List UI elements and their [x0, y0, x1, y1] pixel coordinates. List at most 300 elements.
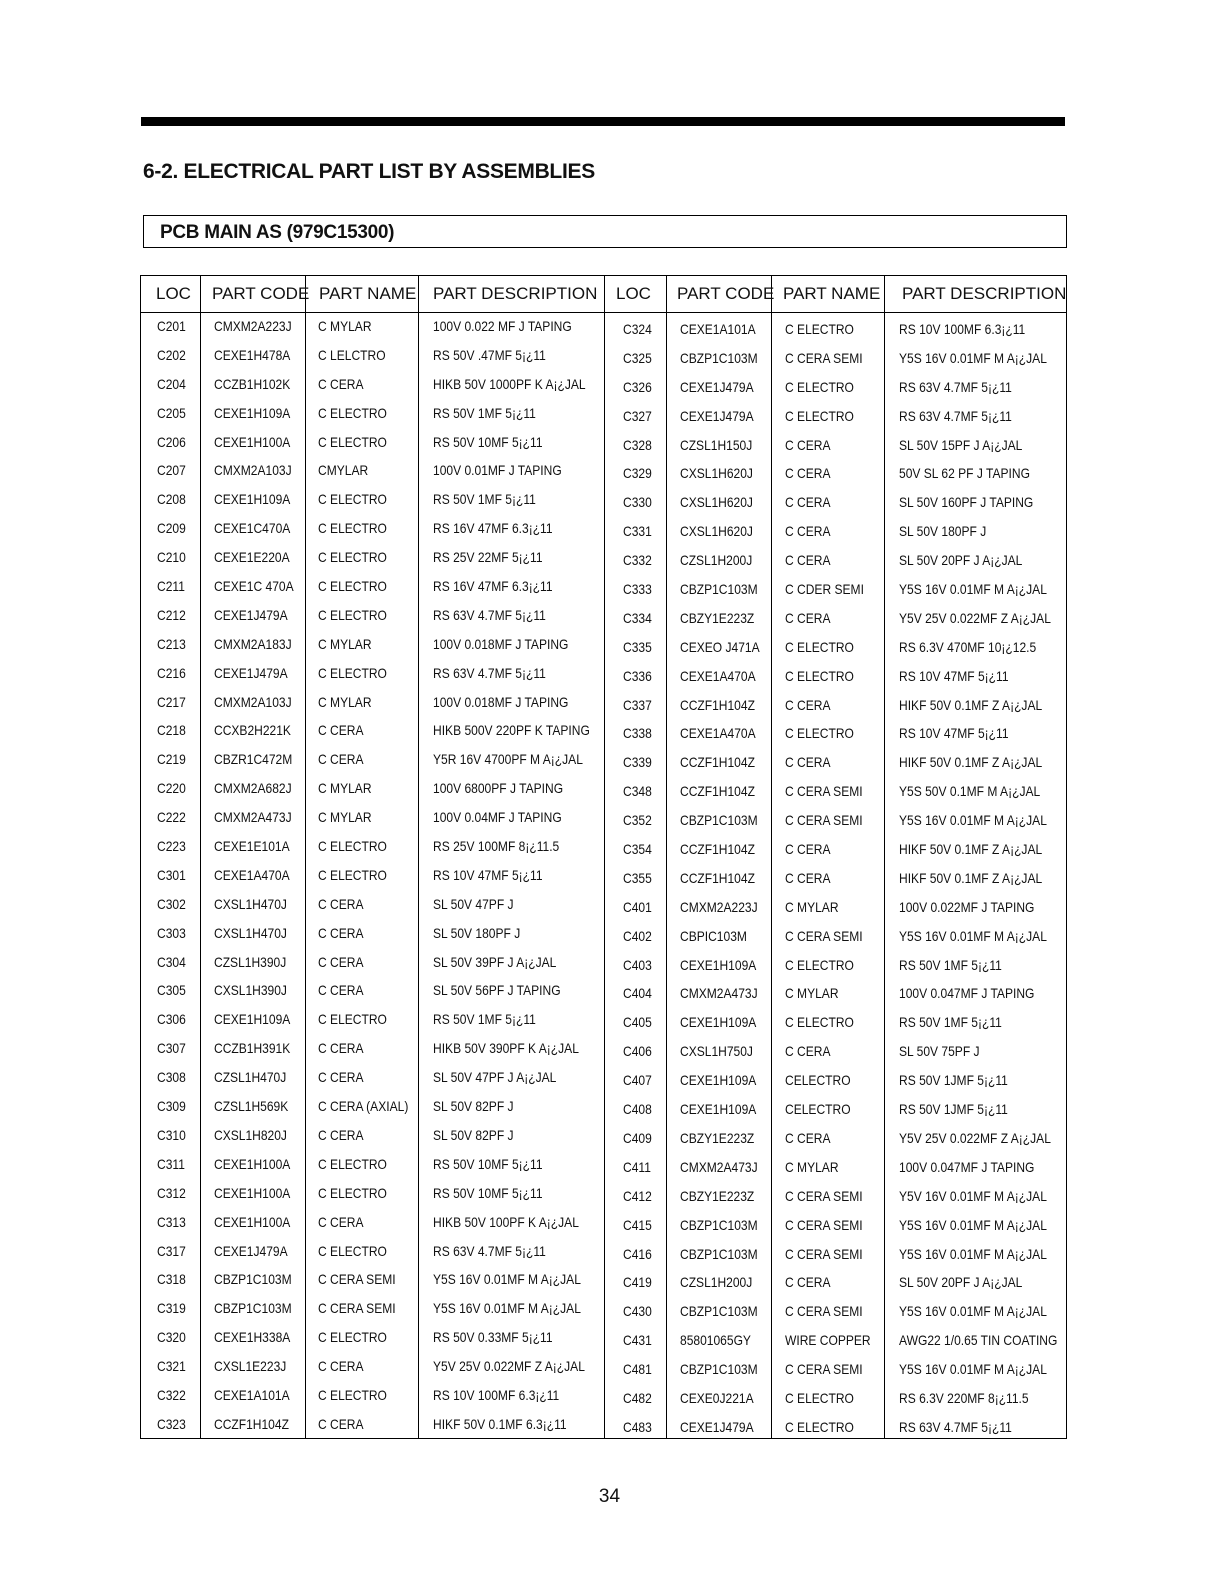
header-part-name: PART NAME [319, 284, 417, 303]
cell-loc: C312 [157, 1184, 186, 1201]
cell-part-code: CBZP1C103M [680, 1361, 758, 1378]
cell-part-description: SL 50V 56PF J TAPING [433, 982, 561, 999]
cell-loc: C311 [157, 1155, 185, 1172]
cell-part-name: C ELECTRO [785, 1014, 854, 1031]
cell-part-code: CBZP1C103M [214, 1300, 292, 1317]
header-part-code: PART CODE [212, 284, 310, 303]
table-row [141, 485, 604, 514]
table-row [141, 659, 604, 688]
cell-part-description: RS 50V 10MF 5¡¿11 [433, 1184, 543, 1201]
cell-loc: C207 [157, 462, 186, 479]
cell-part-code: CXSL1H390J [214, 982, 287, 999]
cell-part-code: CEXE1E101A [214, 838, 290, 855]
cell-part-code: CMXM2A103J [214, 462, 292, 479]
table-row [141, 312, 604, 341]
assembly-header [143, 215, 1067, 248]
cell-loc: C337 [623, 696, 652, 713]
cell-part-name: C CERA SEMI [318, 1271, 396, 1288]
cell-part-code: CEXE0J221A [680, 1389, 754, 1406]
cell-part-name: C ELECTRO [318, 1011, 387, 1028]
cell-part-name: C CERA [785, 523, 831, 540]
cell-part-code: CEXE1J479A [214, 664, 288, 681]
cell-part-code: CXSL1H620J [680, 523, 753, 540]
cell-part-code: CEXE1H109A [214, 491, 291, 508]
cell-loc: C431 [623, 1332, 652, 1349]
cell-part-description: 100V 0.01MF J TAPING [433, 462, 562, 479]
cell-part-description: Y5V 25V 0.022MF Z A¡¿JAL [433, 1358, 585, 1375]
cell-part-name: C ELECTRO [318, 606, 387, 623]
table-row [605, 488, 1067, 517]
header-part-description: PART DESCRIPTION [433, 284, 598, 303]
cell-loc: C336 [623, 667, 652, 684]
cell-part-code: CCZF1H104Z [680, 696, 755, 713]
cell-loc: C348 [623, 783, 652, 800]
cell-part-description: 100V 0.018MF J TAPING [433, 635, 569, 652]
cell-part-description: RS 50V 1MF 5¡¿11 [899, 1014, 1002, 1031]
cell-loc: C218 [157, 722, 186, 739]
cell-part-name: CMYLAR [318, 462, 369, 479]
cell-part-name: CELECTRO [785, 1072, 851, 1089]
cell-loc: C307 [157, 1040, 186, 1057]
cell-loc: C325 [623, 349, 652, 366]
cell-part-name: C MYLAR [318, 693, 372, 710]
table-row [605, 1124, 1067, 1153]
cell-part-code: CZSL1H470J [214, 1069, 287, 1086]
cell-part-code: CEXE1H109A [214, 1011, 291, 1028]
cell-part-description: Y5V 25V 0.022MF Z A¡¿JAL [899, 609, 1051, 626]
cell-part-code: CCZF1H104Z [214, 1415, 289, 1432]
cell-part-code: CEXE1H338A [214, 1329, 291, 1346]
cell-part-code: CEXE1H109A [680, 1072, 757, 1089]
cell-part-description: SL 50V 20PF J A¡¿JAL [899, 552, 1023, 569]
cell-part-name: C CERA SEMI [785, 812, 863, 829]
cell-part-code: CCZF1H104Z [680, 783, 755, 800]
cell-part-name: C CERA [318, 895, 364, 912]
cell-part-name: C ELECTRO [785, 1389, 854, 1406]
cell-part-description: Y5S 16V 0.01MF M A¡¿JAL [433, 1300, 581, 1317]
cell-part-name: C CERA [318, 1213, 364, 1230]
cell-part-description: HIKB 50V 100PF K A¡¿JAL [433, 1213, 579, 1230]
cell-part-code: CBZP1C103M [214, 1271, 292, 1288]
table-row [141, 1323, 604, 1352]
table-row [605, 1153, 1067, 1182]
cell-part-code: CEXE1H100A [214, 1184, 291, 1201]
cell-part-description: RS 10V 47MF 5¡¿11 [899, 725, 1009, 742]
cell-loc: C301 [157, 866, 186, 883]
cell-part-code: CEXE1J479A [680, 1418, 754, 1435]
table-row [141, 428, 604, 457]
cell-part-description: SL 50V 160PF J TAPING [899, 494, 1034, 511]
cell-loc: C205 [157, 404, 186, 421]
cell-part-code: CBZY1E223Z [680, 1187, 755, 1204]
cell-part-description: HIKB 500V 220PF K TAPING [433, 722, 590, 739]
cell-part-description: RS 6.3V 220MF 8¡¿11.5 [899, 1389, 1029, 1406]
cell-part-description: SL 50V 180PF J [899, 523, 987, 540]
table-row [141, 716, 604, 745]
table-row [141, 456, 604, 485]
cell-part-name: C CERA [785, 1274, 831, 1291]
cell-part-description: Y5V 25V 0.022MF Z A¡¿JAL [899, 1129, 1051, 1146]
cell-part-code: CMXM2A682J [214, 780, 292, 797]
cell-part-name: C CERA [318, 924, 364, 941]
cell-part-name: C CERA [785, 465, 831, 482]
cell-loc: C352 [623, 812, 652, 829]
cell-part-description: RS 50V 10MF 5¡¿11 [433, 433, 543, 450]
cell-part-description: 100V 0.047MF J TAPING [899, 985, 1035, 1002]
table-header [605, 276, 1067, 313]
cell-loc: C328 [623, 436, 652, 453]
cell-part-name: C CERA [785, 1043, 831, 1060]
cell-part-description: RS 16V 47MF 6.3¡¿11 [433, 520, 553, 537]
cell-part-name: C ELECTRO [785, 321, 854, 337]
table-row [605, 893, 1067, 922]
cell-part-description: AWG22 1/0.65 TIN COATING [899, 1332, 1058, 1349]
table-row [141, 976, 604, 1005]
cell-part-code: CCZF1H104Z [680, 841, 755, 858]
table-row [141, 1121, 604, 1150]
table-row [141, 543, 604, 572]
cell-part-code: CEXE1E220A [214, 549, 290, 566]
cell-part-code: CXSL1H620J [680, 494, 753, 511]
table-row [141, 1150, 604, 1179]
table-row [605, 1211, 1067, 1240]
cell-loc: C306 [157, 1011, 186, 1028]
cell-part-name: C CERA SEMI [785, 927, 863, 944]
cell-part-code: CEXE1H100A [214, 433, 291, 450]
cell-part-description: RS 50V 1MF 5¡¿11 [899, 956, 1002, 973]
cell-part-code: CBZP1C103M [680, 1303, 758, 1320]
cell-loc: C419 [623, 1274, 652, 1291]
header-loc: LOC [156, 284, 191, 303]
cell-part-description: HIKF 50V 0.1MF Z A¡¿JAL [899, 869, 1043, 886]
table-row [141, 370, 604, 399]
cell-loc: C354 [623, 841, 652, 858]
cell-loc: C310 [157, 1126, 186, 1143]
cell-loc: C223 [157, 838, 186, 855]
cell-part-description: SL 50V 15PF J A¡¿JAL [899, 436, 1023, 453]
cell-part-name: WIRE COPPER [785, 1332, 871, 1349]
cell-loc: C332 [623, 552, 652, 569]
cell-part-name: C MYLAR [785, 1158, 839, 1175]
cell-part-name: C CERA [318, 982, 364, 999]
cell-part-description: SL 50V 47PF J A¡¿JAL [433, 1069, 557, 1086]
cell-part-code: CBZP1C103M [680, 581, 758, 598]
cell-part-description: Y5V 16V 0.01MF M A¡¿JAL [899, 1187, 1047, 1204]
cell-part-code: CBZR1C472M [214, 751, 293, 768]
parts-table-right [604, 276, 1067, 1438]
cell-part-description: RS 63V 4.7MF 5¡¿11 [899, 407, 1012, 424]
cell-part-description: 100V 6800PF J TAPING [433, 780, 564, 797]
cell-part-name: C ELECTRO [785, 956, 854, 973]
cell-part-name: C MYLAR [318, 780, 372, 797]
cell-part-name: C ELECTRO [318, 549, 387, 566]
cell-loc: C335 [623, 638, 652, 655]
cell-loc: C338 [623, 725, 652, 742]
cell-part-code: CMXM2A103J [214, 693, 292, 710]
cell-loc: C412 [623, 1187, 652, 1204]
cell-part-description: 100V 0.018MF J TAPING [433, 693, 569, 710]
cell-part-name: CELECTRO [785, 1101, 851, 1118]
table-row [141, 774, 604, 803]
cell-part-code: CEXE1H109A [680, 1101, 757, 1118]
cell-part-code: CEXE1A470A [214, 866, 290, 883]
table-row [605, 1297, 1067, 1326]
table-row [141, 1381, 604, 1410]
cell-part-code: CBZP1C103M [680, 1216, 758, 1233]
cell-loc: C482 [623, 1389, 652, 1406]
cell-loc: C411 [623, 1158, 651, 1175]
cell-part-code: CBZP1C103M [680, 1245, 758, 1262]
table-row [605, 1182, 1067, 1211]
cell-part-code: CMXM2A473J [214, 809, 292, 826]
cell-part-code: CZSL1H200J [680, 552, 753, 569]
cell-loc: C323 [157, 1415, 186, 1432]
cell-part-description: HIKB 50V 390PF K A¡¿JAL [433, 1040, 579, 1057]
table-row [605, 546, 1067, 575]
cell-loc: C308 [157, 1069, 186, 1086]
cell-loc: C416 [623, 1245, 652, 1262]
cell-loc: C317 [157, 1242, 186, 1259]
table-row [141, 630, 604, 659]
cell-loc: C210 [157, 549, 186, 566]
cell-part-description: RS 50V .47MF 5¡¿11 [433, 346, 546, 363]
cell-part-code: CEXE1H109A [680, 1014, 757, 1031]
table-row [141, 341, 604, 370]
cell-part-name: C CERA [318, 1069, 364, 1086]
cell-part-description: Y5S 16V 0.01MF M A¡¿JAL [899, 927, 1047, 944]
table-row [605, 604, 1067, 633]
cell-part-description: RS 10V 47MF 5¡¿11 [899, 667, 1009, 684]
cell-part-code: CXSL1H470J [214, 895, 287, 912]
cell-part-name: C CERA [318, 1358, 364, 1375]
cell-part-description: Y5S 16V 0.01MF M A¡¿JAL [899, 1216, 1047, 1233]
table-row [605, 748, 1067, 777]
cell-part-name: C ELECTRO [318, 838, 387, 855]
cell-loc: C309 [157, 1098, 186, 1115]
table-row [605, 1355, 1067, 1384]
table-row [141, 601, 604, 630]
cell-part-code: CCZB1H391K [214, 1040, 291, 1057]
cell-part-name: C ELECTRO [785, 638, 854, 655]
cell-part-code: CZSL1H390J [214, 953, 287, 970]
table-row [605, 1066, 1067, 1095]
cell-part-description: Y5S 16V 0.01MF M A¡¿JAL [899, 1303, 1047, 1320]
cell-part-code: CEXE1A101A [214, 1386, 290, 1403]
cell-part-description: RS 63V 4.7MF 5¡¿11 [899, 1418, 1012, 1435]
header-part-code: PART CODE [677, 284, 775, 303]
cell-part-description: RS 10V 100MF 6.3¡¿11 [899, 321, 1026, 337]
cell-loc: C403 [623, 956, 652, 973]
cell-part-description: RS 16V 47MF 6.3¡¿11 [433, 578, 553, 595]
cell-loc: C408 [623, 1101, 652, 1118]
cell-part-code: CCZF1H104Z [680, 754, 755, 771]
cell-part-name: C ELECTRO [785, 667, 854, 684]
cell-part-description: SL 50V 39PF J A¡¿JAL [433, 953, 557, 970]
cell-part-code: CEXE1C470A [214, 520, 291, 537]
header-part-description: PART DESCRIPTION [902, 284, 1067, 303]
table-row [141, 688, 604, 717]
table-row [605, 691, 1067, 720]
cell-loc: C327 [623, 407, 652, 424]
cell-loc: C319 [157, 1300, 186, 1317]
header-part-name: PART NAME [783, 284, 881, 303]
cell-part-code: CEXE1A470A [680, 725, 756, 742]
cell-loc: C305 [157, 982, 186, 999]
table-row [605, 835, 1067, 864]
cell-part-code: CCXB2H221K [214, 722, 291, 739]
cell-part-name: C CERA [318, 1040, 364, 1057]
cell-part-name: C ELECTRO [318, 1242, 387, 1259]
cell-part-name: C ELECTRO [318, 1155, 387, 1172]
cell-part-name: C MYLAR [318, 809, 372, 826]
cell-part-description: SL 50V 75PF J [899, 1043, 980, 1060]
cell-part-code: CMXM2A473J [680, 985, 758, 1002]
cell-part-code: CXSL1H470J [214, 924, 287, 941]
cell-part-code: CBZP1C103M [680, 812, 758, 829]
cell-loc: C401 [623, 898, 652, 915]
cell-part-code: CCZB1H102K [214, 375, 291, 392]
cell-part-description: HIKF 50V 0.1MF Z A¡¿JAL [899, 754, 1043, 771]
cell-part-code: CMXM2A473J [680, 1158, 758, 1175]
cell-part-description: RS 50V 1JMF 5¡¿11 [899, 1072, 1008, 1089]
cell-part-description: RS 50V 1MF 5¡¿11 [433, 1011, 536, 1028]
cell-part-name: C CERA [318, 751, 364, 768]
cell-part-description: HIKF 50V 0.1MF Z A¡¿JAL [899, 841, 1043, 858]
cell-part-code: CZSL1H200J [680, 1274, 753, 1291]
table-body-left [141, 312, 604, 1439]
cell-part-description: RS 50V 1MF 5¡¿11 [433, 491, 536, 508]
cell-loc: C324 [623, 321, 652, 337]
cell-part-name: C CERA [785, 552, 831, 569]
cell-part-name: C CERA SEMI [785, 349, 863, 366]
cell-part-code: CBZY1E223Z [680, 1129, 755, 1146]
cell-part-name: C ELECTRO [318, 404, 387, 421]
cell-part-description: RS 63V 4.7MF 5¡¿11 [433, 606, 546, 623]
cell-loc: C209 [157, 520, 186, 537]
table-row [141, 1294, 604, 1323]
cell-part-description: RS 6.3V 470MF 10¡¿12.5 [899, 638, 1037, 655]
cell-part-description: RS 10V 47MF 5¡¿11 [433, 866, 543, 883]
cell-part-code: CEXEO J471A [680, 638, 760, 655]
cell-part-description: SL 50V 180PF J [433, 924, 521, 941]
table-row [605, 1240, 1067, 1269]
cell-part-name: C MYLAR [785, 898, 839, 915]
table-row [141, 832, 604, 861]
table-row [141, 1034, 604, 1063]
cell-loc: C333 [623, 581, 652, 598]
cell-part-name: C CERA [785, 754, 831, 771]
table-header [141, 276, 604, 313]
cell-part-name: C LELCTRO [318, 346, 386, 363]
table-row [605, 402, 1067, 431]
table-row [141, 861, 604, 890]
cell-part-description: 50V SL 62 PF J TAPING [899, 465, 1030, 482]
table-row [605, 517, 1067, 546]
table-row [141, 1237, 604, 1266]
cell-part-name: C CERA [785, 841, 831, 858]
cell-part-code: CEXE1A101A [680, 321, 756, 337]
cell-part-code: CZSL1H150J [680, 436, 753, 453]
cell-part-name: C ELECTRO [785, 725, 854, 742]
cell-part-name: C CERA SEMI [785, 1361, 863, 1378]
table-row [141, 399, 604, 428]
cell-loc: C355 [623, 869, 652, 886]
cell-part-name: C MYLAR [318, 635, 372, 652]
table-row [605, 777, 1067, 806]
cell-part-description: Y5S 16V 0.01MF M A¡¿JAL [433, 1271, 581, 1288]
cell-part-code: CBZP1C103M [680, 349, 758, 366]
cell-part-name: C ELECTRO [785, 1418, 854, 1435]
cell-part-name: C CERA [318, 375, 364, 392]
cell-part-code: CEXE1H109A [214, 404, 291, 421]
parts-table-left [141, 276, 604, 1438]
table-row [141, 1063, 604, 1092]
table-row [605, 719, 1067, 748]
cell-part-description: RS 63V 4.7MF 5¡¿11 [433, 664, 546, 681]
cell-part-description: Y5S 16V 0.01MF M A¡¿JAL [899, 581, 1047, 598]
cell-part-name: C CERA [785, 609, 831, 626]
cell-part-name: C ELECTRO [318, 1329, 387, 1346]
cell-loc: C202 [157, 346, 186, 363]
header-loc: LOC [616, 284, 651, 303]
table-row [141, 1265, 604, 1294]
cell-loc: C331 [623, 523, 652, 540]
cell-loc: C313 [157, 1213, 186, 1230]
cell-part-code: CBZY1E223Z [680, 609, 755, 626]
cell-part-description: SL 50V 20PF J A¡¿JAL [899, 1274, 1023, 1291]
cell-part-code: CXSL1E223J [214, 1358, 287, 1375]
cell-loc: C334 [623, 609, 652, 626]
cell-part-code: CXSL1H750J [680, 1043, 753, 1060]
cell-part-name: C CERA [785, 436, 831, 453]
table-row [141, 1352, 604, 1381]
parts-table [140, 275, 1067, 1439]
cell-part-name: C ELECTRO [785, 407, 854, 424]
top-rule [141, 117, 1065, 126]
cell-loc: C212 [157, 606, 186, 623]
cell-part-description: SL 50V 82PF J [433, 1098, 514, 1115]
table-row [141, 572, 604, 601]
cell-loc: C409 [623, 1129, 652, 1146]
table-row [605, 431, 1067, 460]
cell-loc: C404 [623, 985, 652, 1002]
table-body-right [605, 315, 1067, 1442]
cell-part-name: C CERA SEMI [785, 1245, 863, 1262]
cell-part-description: Y5S 16V 0.01MF M A¡¿JAL [899, 349, 1047, 366]
cell-part-code: CMXM2A183J [214, 635, 292, 652]
table-row [605, 315, 1067, 344]
cell-loc: C303 [157, 924, 186, 941]
cell-loc: C322 [157, 1386, 186, 1403]
cell-part-name: C CERA (AXIAL) [318, 1098, 409, 1115]
cell-part-code: CEXE1H100A [214, 1213, 291, 1230]
table-row [605, 951, 1067, 980]
cell-part-name: C CERA SEMI [318, 1300, 396, 1317]
cell-loc: C211 [157, 578, 185, 595]
cell-loc: C219 [157, 751, 186, 768]
cell-loc: C222 [157, 809, 186, 826]
cell-part-code: CEXE1H109A [680, 956, 757, 973]
table-row [605, 1008, 1067, 1037]
table-row [141, 948, 604, 977]
cell-loc: C217 [157, 693, 186, 710]
table-row [141, 1092, 604, 1121]
table-row [141, 803, 604, 832]
cell-part-name: C ELECTRO [318, 491, 387, 508]
cell-part-code: CXSL1H620J [680, 465, 753, 482]
cell-part-name: C ELECTRO [318, 664, 387, 681]
cell-part-description: Y5S 16V 0.01MF M A¡¿JAL [899, 1245, 1047, 1262]
